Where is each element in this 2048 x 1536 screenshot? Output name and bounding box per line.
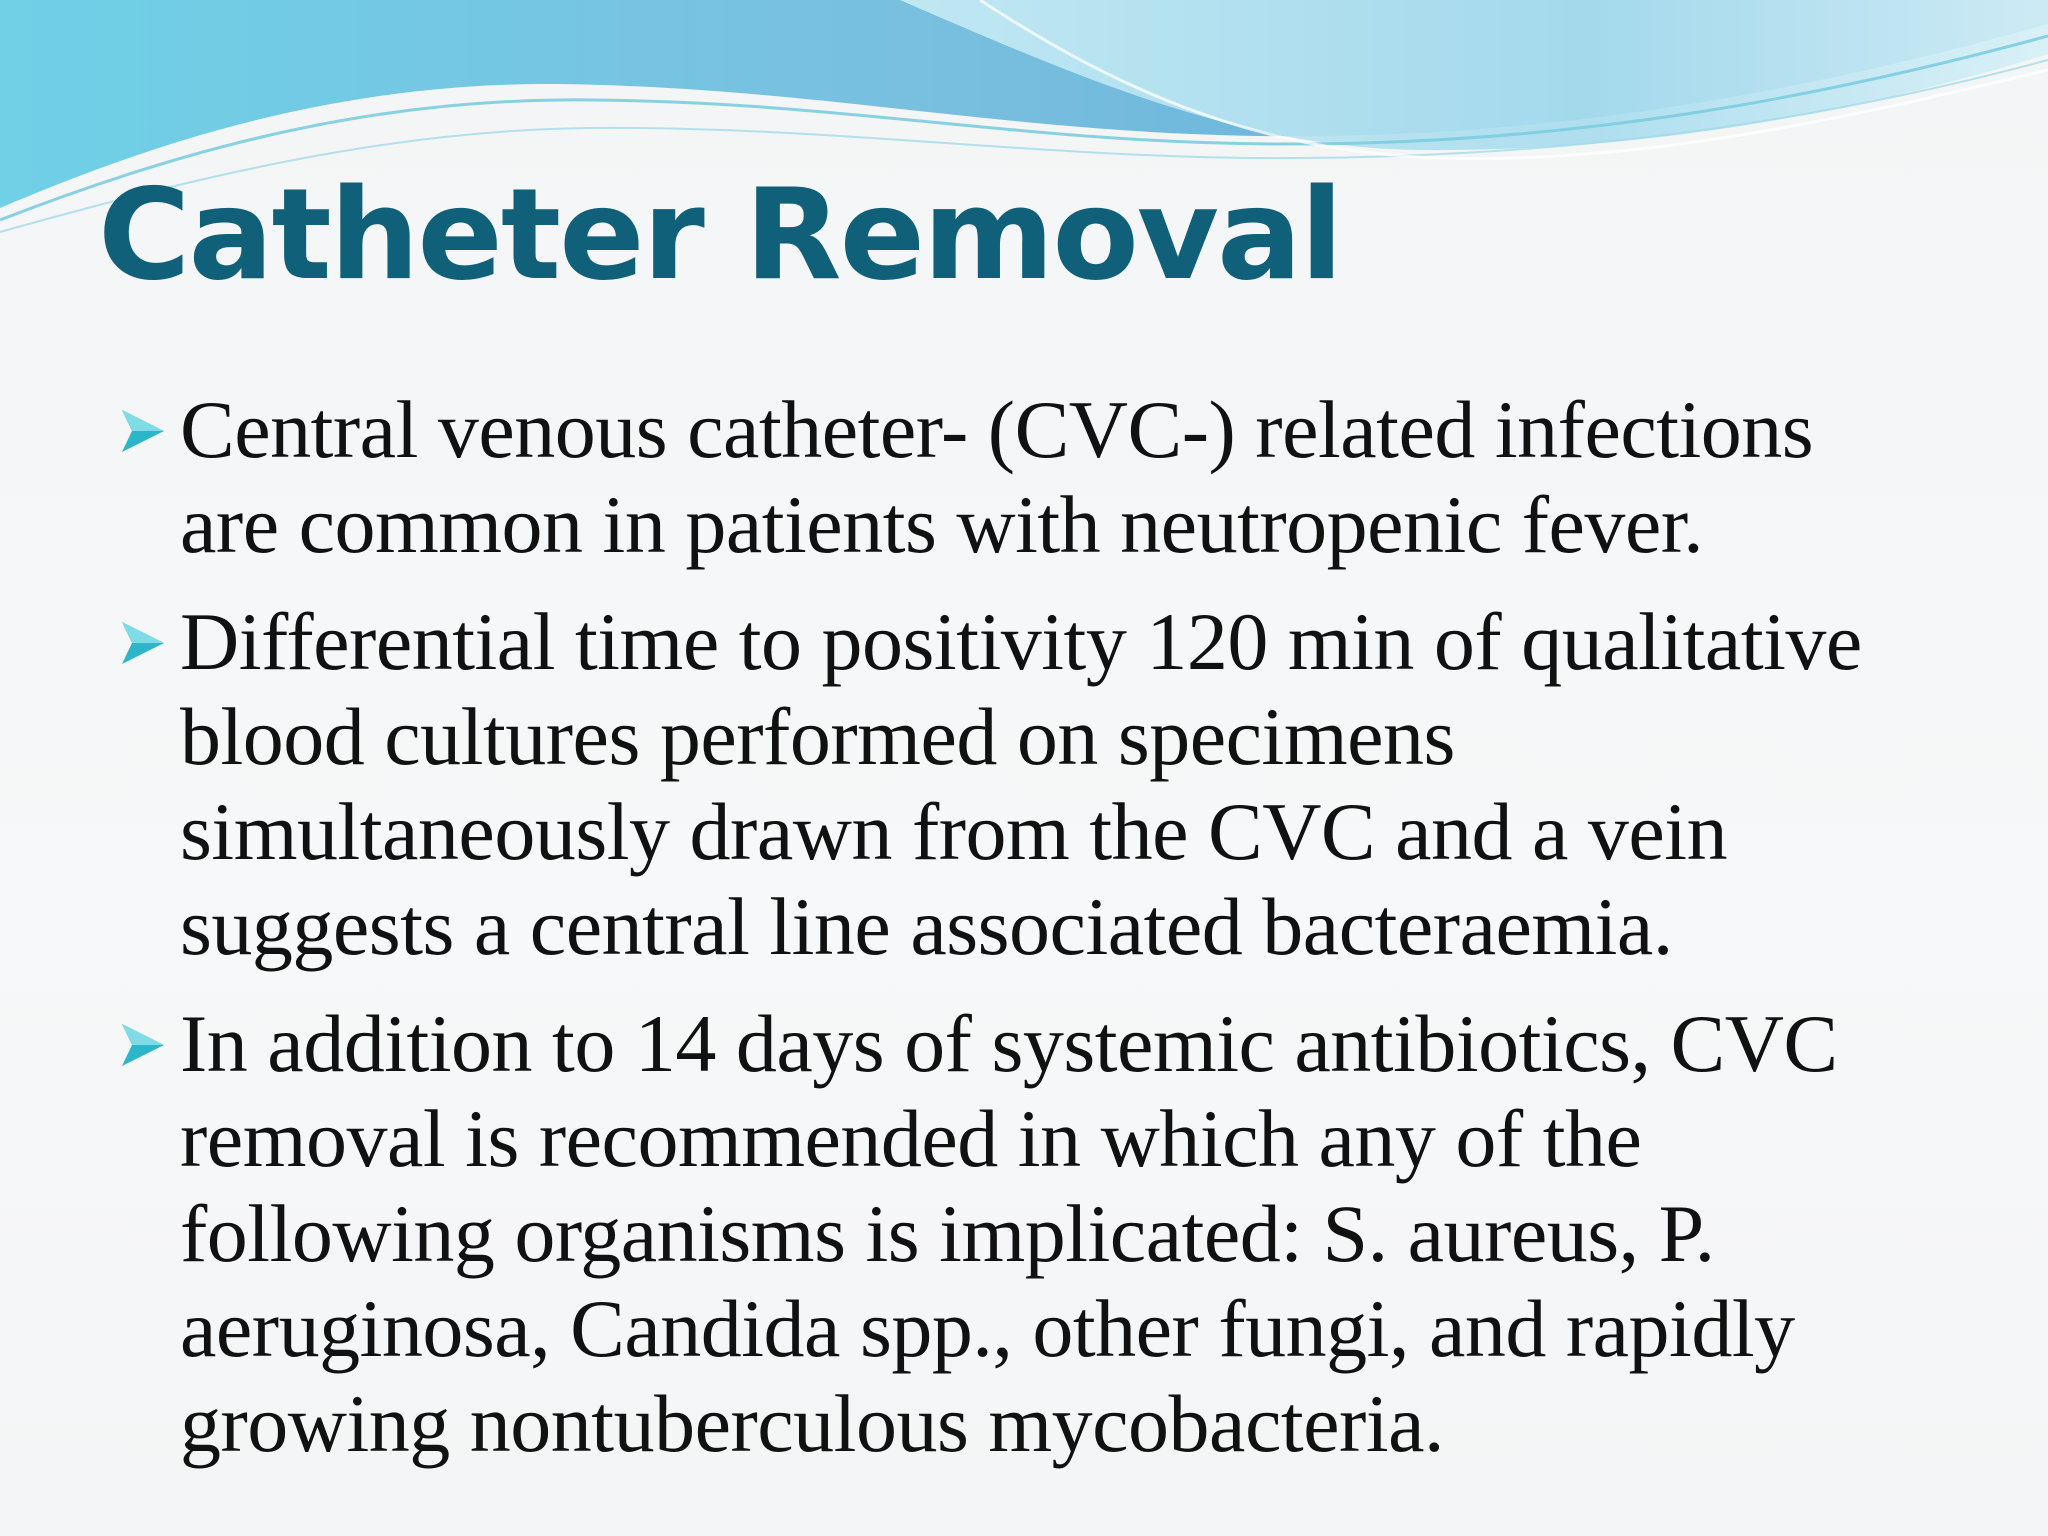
- bullet-text-line: In addition to 14 days of systemic antibiotics, CVC: [180, 998, 1838, 1089]
- arrow-bullet-icon: [118, 406, 168, 456]
- slide-title: Catheter Removal: [98, 161, 1342, 308]
- bullet-text-line: simultaneously drawn from the CVC and a vein: [180, 786, 1728, 877]
- bullet-item-differential-time: [118, 594, 2018, 974]
- bullet-text-line: Differential time to positivity 120 min of qualitative: [180, 596, 1862, 687]
- arrow-bullet-icon: [118, 1020, 168, 1070]
- bullet-text-line: aeruginosa, Candida spp., other fungi, and rapidly: [180, 1283, 1795, 1374]
- bullet-item-cvc-removal: [118, 996, 2018, 1471]
- bullet-text-line: growing nontuberculous mycobacteria.: [180, 1378, 1445, 1469]
- arrow-bullet-icon: [118, 618, 168, 668]
- bullet-text-line: removal is recommended in which any of the: [180, 1093, 1642, 1184]
- bullet-text-line: blood cultures performed on specimens: [180, 691, 1455, 782]
- bullet-list: [118, 382, 2018, 1493]
- bullet-text-line: suggests a central line associated bacteraemia.: [180, 881, 1673, 972]
- bullet-text-line: are common in patients with neutropenic fever.: [180, 479, 1704, 570]
- bullet-item-catheter-infections: [118, 382, 2018, 572]
- bullet-text-line: following organisms is implicated: S. aureus, P.: [180, 1188, 1715, 1279]
- bullet-text-line: Central venous catheter- (CVC-) related infections: [180, 384, 1814, 475]
